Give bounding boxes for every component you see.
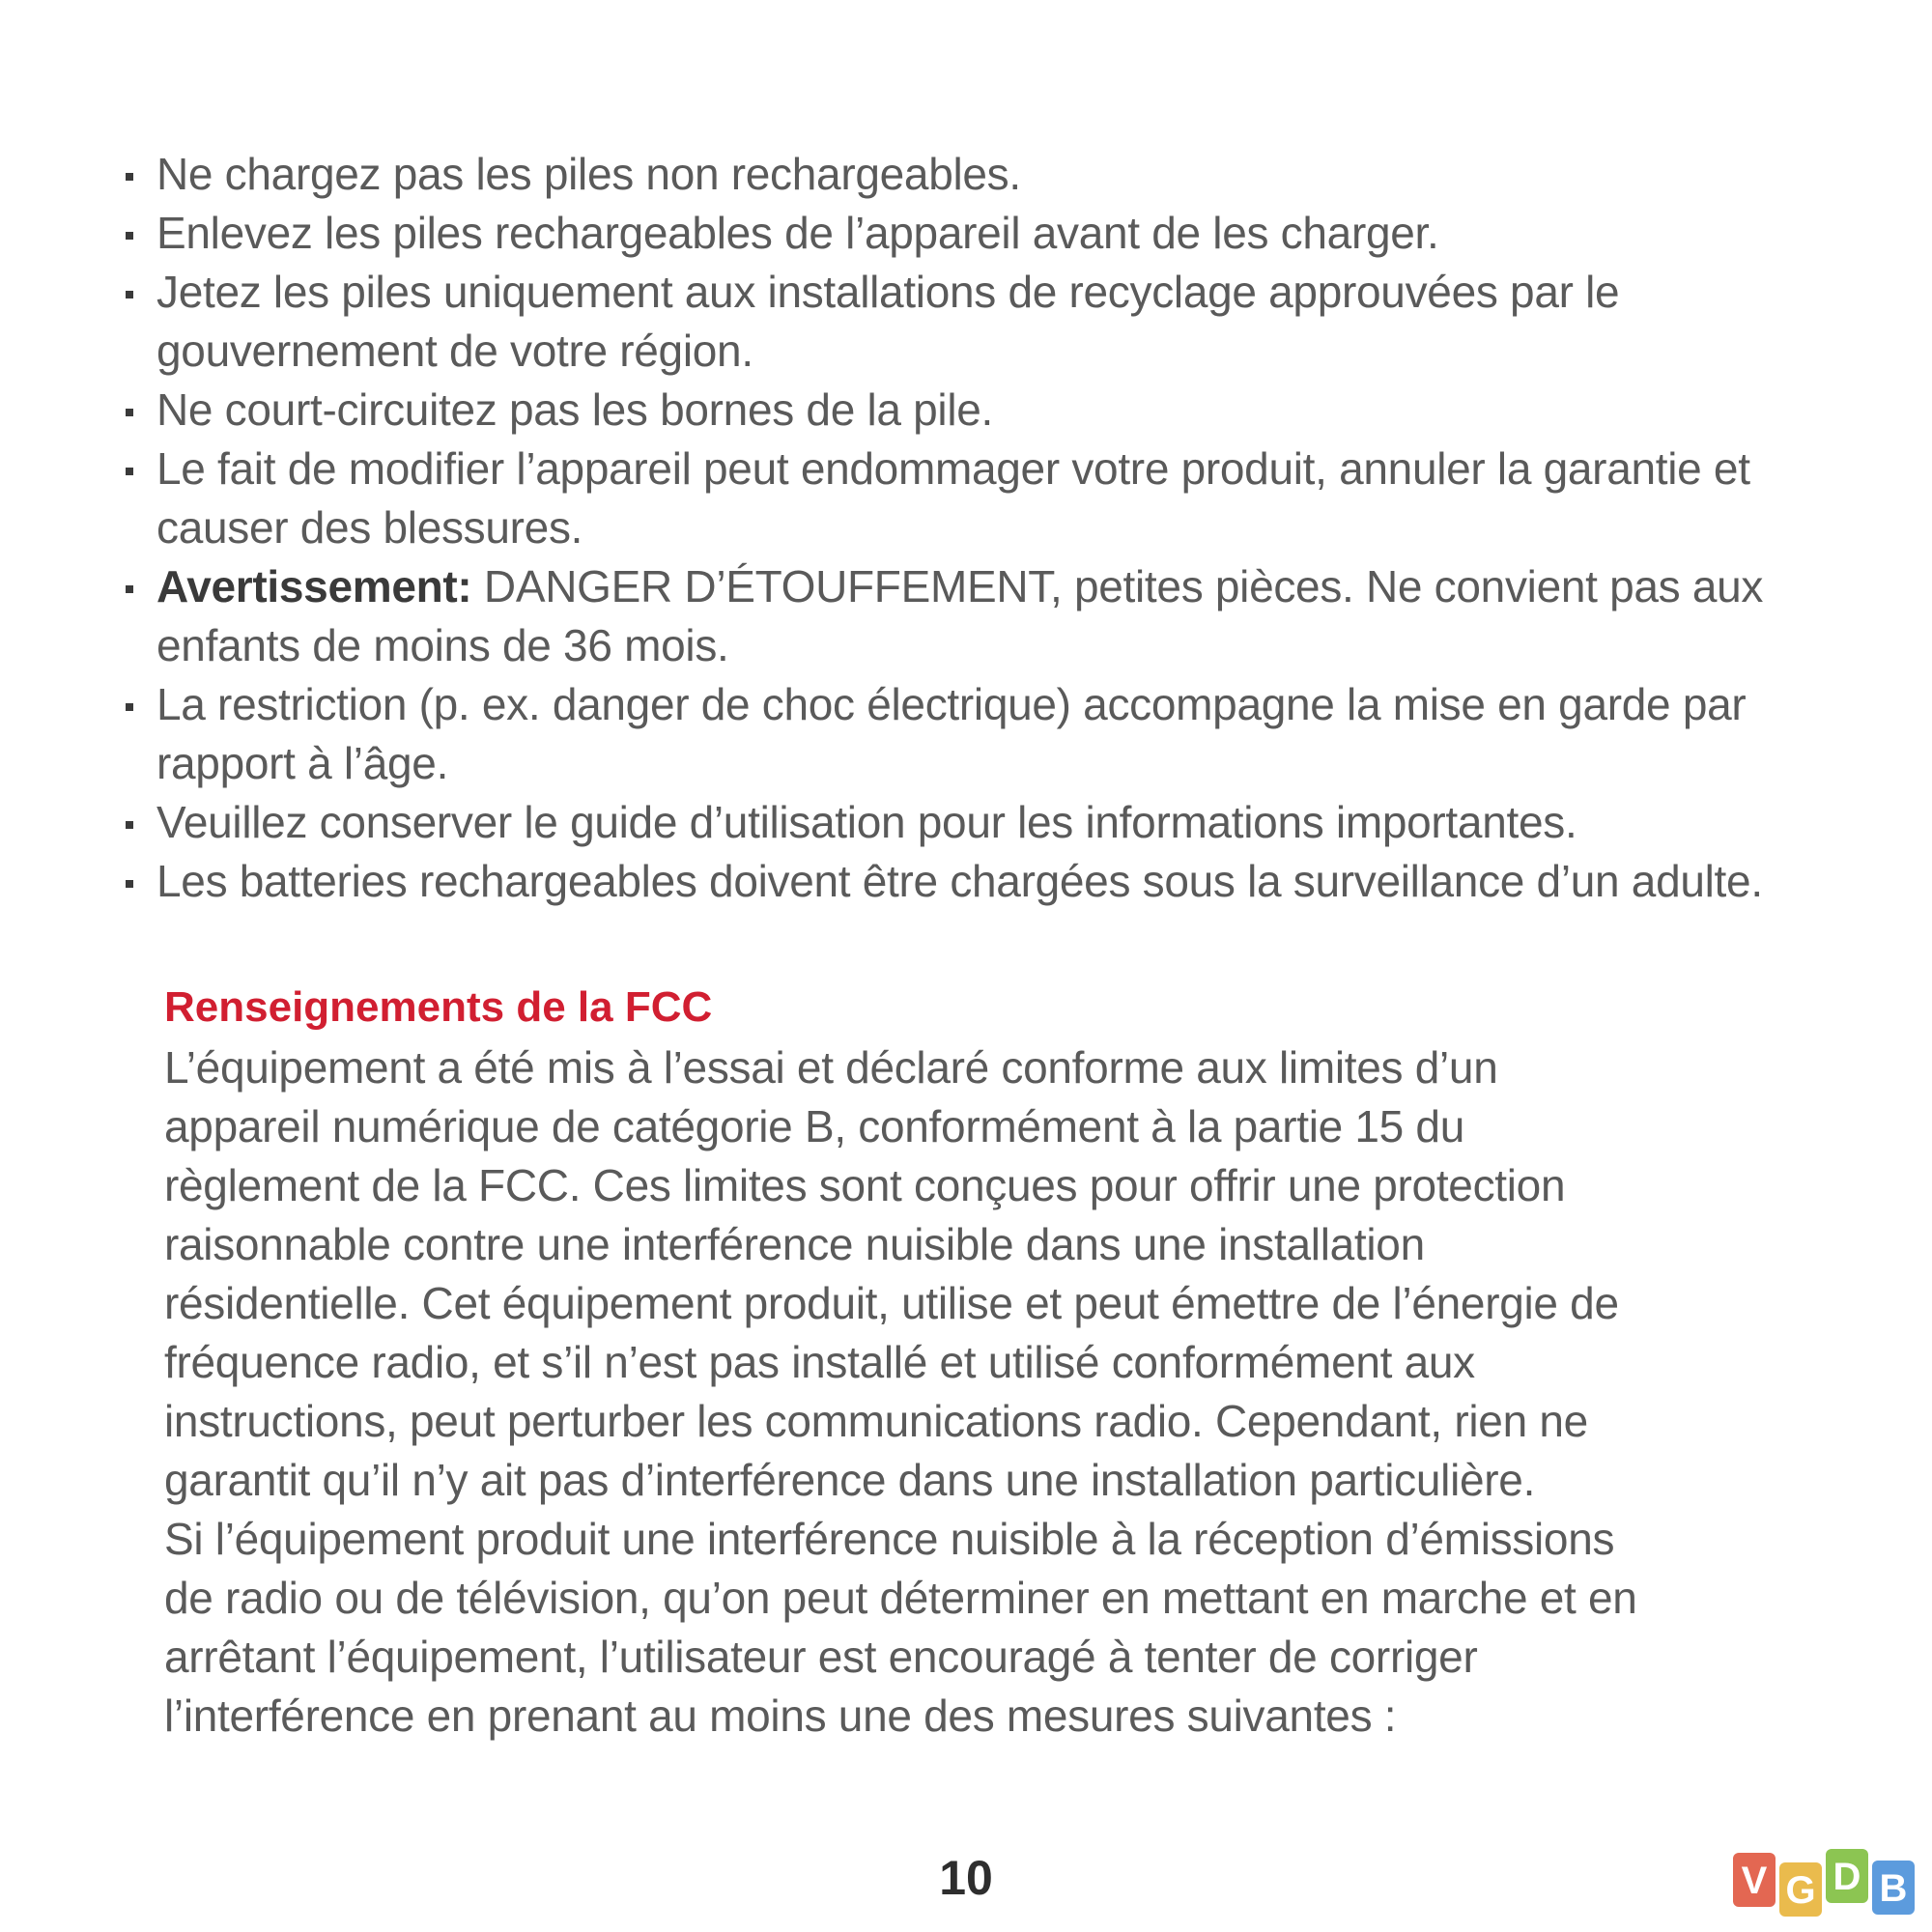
- fcc-paragraph-2: Si l’équipement produit une interférence nuisible à la réception d’émissions de radio ou de télévision, qu’on peut déterminer en mettant en marche et en arrêtant l’équipement, l’utilisateur est encouragé à tenter de corriger l’interférence en prenant au moins une des mesures suivantes :: [164, 1514, 1637, 1741]
- bullet-text: Veuillez conserver le guide d’utilisation pour les informations importantes.: [156, 797, 1577, 847]
- bullet-item-warning: [126, 557, 1787, 675]
- svg-text:D: D: [1833, 1856, 1861, 1898]
- warning-label: Avertissement:: [156, 561, 472, 611]
- bullet-text: Les batteries rechargeables doivent être chargées sous la surveillance d’un adulte.: [156, 856, 1763, 906]
- bullet-item: [126, 263, 1787, 381]
- bullet-text: Jetez les piles uniquement aux installations de recyclage approuvées par le gouvernement de votre région.: [156, 267, 1620, 376]
- bullet-marker: [126, 409, 133, 416]
- vgdb-logo-tile-d: [1826, 1849, 1868, 1903]
- bullet-item: [126, 852, 1787, 911]
- bullet-text: Ne court-circuitez pas les bornes de la pile.: [156, 384, 994, 435]
- vgdb-logo-tile-v: [1733, 1853, 1776, 1907]
- bullet-marker: [126, 291, 133, 298]
- bullet-item: [126, 793, 1787, 852]
- bullet-text: Le fait de modifier l’appareil peut endommager votre produit, annuler la garantie et causer des blessures.: [156, 443, 1750, 553]
- bullet-item: [126, 675, 1787, 793]
- bullet-item: [126, 440, 1787, 557]
- bullet-item: [126, 381, 1787, 440]
- svg-text:B: B: [1879, 1867, 1908, 1910]
- bullet-text: DANGER D’ÉTOUFFEMENT, petites pièces. Ne convient pas aux enfants de moins de 36 mois.: [156, 561, 1764, 670]
- bullet-item: [126, 145, 1787, 204]
- fcc-heading: Renseignements de la FCC: [164, 983, 713, 1031]
- bullet-marker: [126, 880, 133, 888]
- safety-bullet-list: [126, 145, 1787, 911]
- bullet-marker: [126, 468, 133, 475]
- bullet-text: Enlevez les piles rechargeables de l’appareil avant de les charger.: [156, 208, 1439, 258]
- fcc-paragraph-1: L’équipement a été mis à l’essai et déclaré conforme aux limites d’un appareil numérique de catégorie B, conformément à la partie 15 du règlement de la FCC. Ces limites sont conçues pour offrir une protection raisonnable contre une interférence nuisible dans une installation résidentielle. Cet équipement produit, utilise et peut émettre de l’énergie de fréquence radio, et s’il n’est pas installé et utilisé conformément aux instructions, peut perturber les communications radio. Cependant, rien ne garantit qu’il n’y ait pas d’interférence dans une installation particulière.: [164, 1042, 1619, 1505]
- bullet-text: La restriction (p. ex. danger de choc électrique) accompagne la mise en garde par rapport à l’âge.: [156, 679, 1747, 788]
- svg-text:G: G: [1785, 1869, 1816, 1912]
- bullet-marker: [126, 232, 133, 240]
- bullet-marker: [126, 703, 133, 711]
- vgdb-logo-tile-g: [1779, 1862, 1822, 1917]
- svg-text:V: V: [1741, 1860, 1768, 1902]
- bullet-marker: [126, 585, 133, 593]
- bullet-text: Ne chargez pas les piles non rechargeables.: [156, 149, 1021, 199]
- bullet-marker: [126, 821, 133, 829]
- bullet-item: [126, 204, 1787, 263]
- vgdb-logo-tile-b: [1872, 1861, 1915, 1915]
- page-number: 10: [939, 1851, 993, 1905]
- bullet-marker: [126, 173, 133, 181]
- vgdb-watermark-logo: [1731, 1847, 1924, 1924]
- fcc-section: [164, 980, 1787, 1746]
